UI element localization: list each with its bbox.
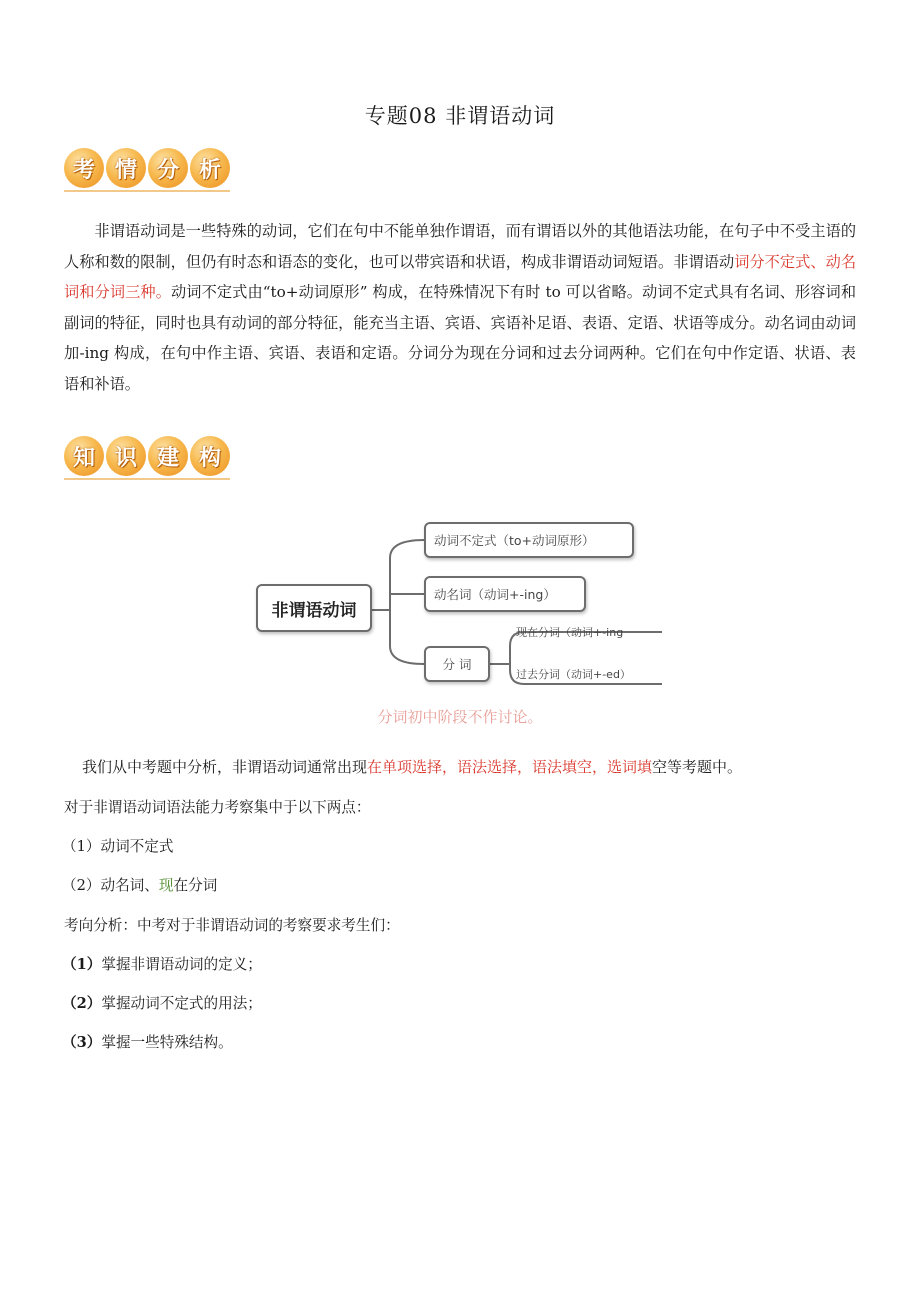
- exam-text-end: 空等考题中。: [652, 758, 743, 776]
- badge-char: 考: [64, 148, 104, 188]
- mindmap-node-infinitive: [424, 522, 634, 558]
- focus-title: 对于非谓语动词语法能力考察集中于以下两点：: [64, 799, 371, 816]
- intro-text-2: 动词不定式由“to+动词原形” 构成，在特殊情况下有时 to 可以省略。动词不定式具有名词、形容词和副词的特征，同时也具有动词的部分特征，能充当主语、宾语、宾语补足语、表语、定语、状语等成分。动名词由动词加-ing 构成，在句中作主语、宾语、表语和定语。分词分为现在分词和过去分词两种。它们在句中作定语、状语、表语和补语。: [64, 283, 857, 393]
- requirement-item: [62, 992, 262, 1013]
- focus-item-1: （1）动词不定式: [62, 838, 174, 855]
- focus-item-2: [62, 874, 217, 895]
- badge-underline: [64, 190, 230, 192]
- intro-paragraph: [64, 216, 856, 400]
- badge-char: 知: [64, 436, 104, 476]
- section-badge-analysis: [64, 148, 230, 192]
- badge-char: 建: [148, 436, 188, 476]
- requirement-number: （3）: [62, 1034, 102, 1051]
- mindmap-note: 分词初中阶段不作讨论。: [377, 708, 543, 726]
- exam-highlight: 在单项选择，语法选择，语法填空，选词填: [367, 758, 653, 776]
- focus-item-2-highlight: 现: [158, 877, 174, 894]
- mindmap-root: [256, 584, 372, 632]
- intro-highlight: 词分不定式、动名词和分词三种。: [64, 252, 857, 302]
- requirement-text: 掌握动词不定式的用法；: [101, 995, 262, 1012]
- mindmap-node-label: 动词不定式（to+动词原形）: [434, 533, 595, 548]
- mindmap-root-label: 非谓语动词: [271, 600, 357, 621]
- badge-char: 析: [190, 148, 230, 188]
- focus-item-2-text: （2）动名词、: [62, 877, 159, 894]
- mindmap-node-label: 动名词（动词+-ing）: [434, 587, 556, 602]
- direction-title: 考向分析：中考对于非谓语动词的考察要求考生们：: [64, 917, 400, 934]
- requirement-number: （1）: [62, 956, 102, 973]
- mindmap-leaf-present: 现在分词（动词+-ing: [516, 626, 624, 639]
- badge-char: 识: [106, 436, 146, 476]
- badge-char: 情: [106, 148, 146, 188]
- page-title: 专题08 非谓语动词: [364, 104, 556, 128]
- badge-underline: [64, 478, 230, 480]
- focus-item-2-text-end: 在分词: [173, 877, 218, 894]
- requirement-item: [62, 953, 262, 974]
- exam-sentence: [82, 756, 742, 777]
- mindmap-leaf-past: 过去分词（动词+-ed）: [516, 668, 631, 681]
- requirement-text: 掌握非谓语动词的定义；: [101, 956, 262, 973]
- mindmap-node-label: 分 词: [442, 657, 472, 672]
- mindmap-node-participle: [424, 646, 490, 682]
- requirement-item: [62, 1031, 233, 1052]
- requirement-text: 掌握一些特殊结构。: [101, 1034, 233, 1051]
- mindmap: [254, 518, 666, 688]
- mindmap-node-gerund: [424, 576, 586, 612]
- section-badge-knowledge: [64, 436, 230, 480]
- badge-char: 分: [148, 148, 188, 188]
- badge-char: 构: [190, 436, 230, 476]
- intro-text: 非谓语动词是一些特殊的动词，它们在句中不能单独作谓语，而有谓语以外的其他语法功能，在句子中不受主语的人称和数的限制，但仍有时态和语态的变化，也可以带宾语和状语，构成非谓语动词短语。非谓语动: [64, 222, 856, 271]
- exam-text: 我们从中考题中分析，非谓语动词通常出现: [82, 758, 368, 776]
- requirement-number: （2）: [62, 995, 102, 1012]
